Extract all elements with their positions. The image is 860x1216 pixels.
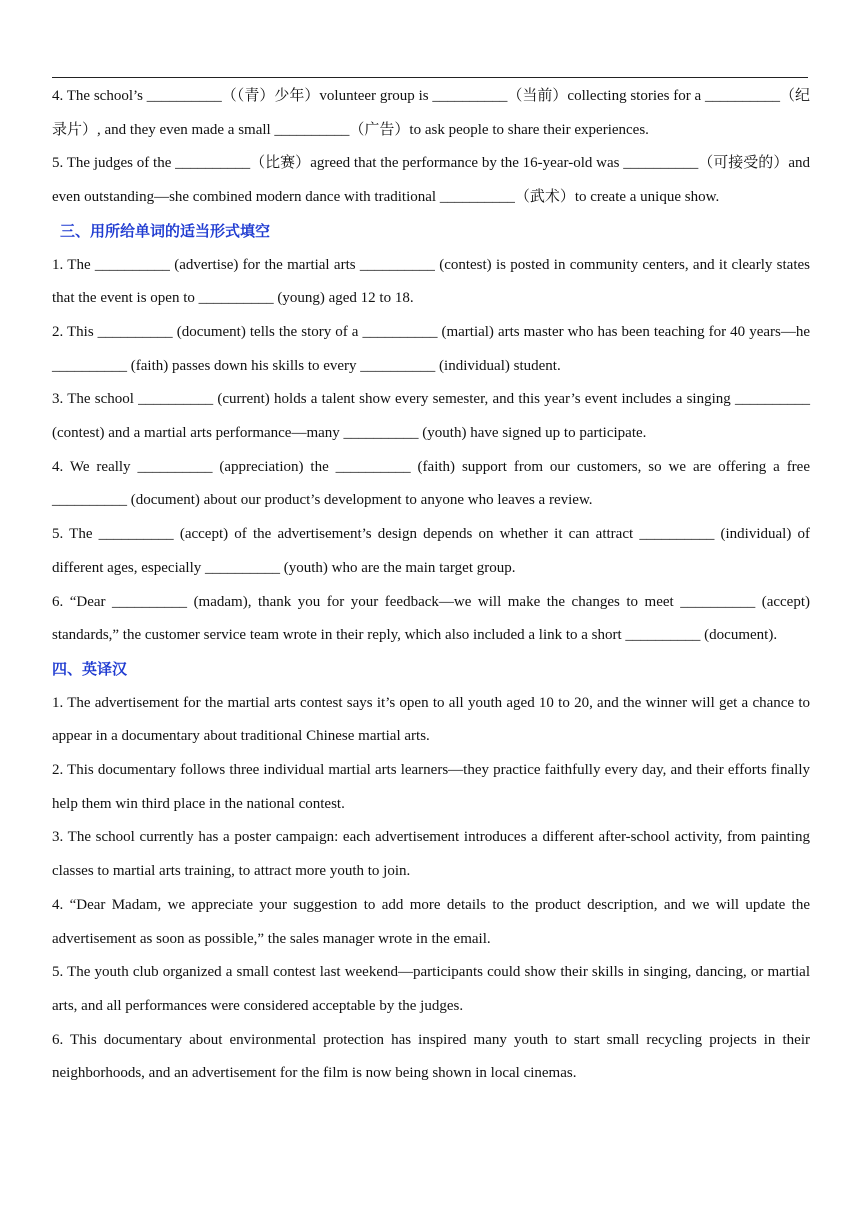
part3-item-4: 4. We really __________ (appreciation) the __________ (faith) support from our customers, so we are offering a free __________ (document) about our product’s development to anyone who leaves a review. bbox=[52, 458, 810, 509]
part4-item-3: 3. The school currently has a poster campaign: each advertisement introduces a different after-school activity, from painting classes to martial arts training, to attract more youth to join. bbox=[52, 829, 810, 880]
part3-item-5: 5. The __________ (accept) of the advertisement’s design depends on whether it can attract __________ (individual) of different ages, especially __________ (youth) who are the main target group. bbox=[52, 526, 810, 576]
part3-item-6: 6. “Dear __________ (madam), thank you for your feedback—we will make the changes to meet __________ (accept) standards,” the customer service team wrote in their reply, which also included a link to a short __________ (document). bbox=[52, 593, 810, 644]
part3-item-2: 2. This __________ (document) tells the story of a __________ (martial) arts master who has been teaching for 40 years—he __________ (faith) passes down his skills to every __________ (individual) student. bbox=[52, 323, 810, 374]
worksheet-body bbox=[52, 80, 810, 1091]
part4-item-2: 2. This documentary follows three individual martial arts learners—they practice faithfully every day, and their efforts finally help them win third place in the national contest. bbox=[52, 762, 810, 812]
header-rule bbox=[52, 77, 808, 78]
part4-item-6: 6. This documentary about environmental protection has inspired many youth to start small recycling projects in their neighborhoods, and an advertisement for the film is now being shown in local cinemas. bbox=[52, 1031, 810, 1082]
part2-item-4: 4. The school’s __________（（青）少年）volunteer group is __________（当前）collecting stories for a __________（纪录片）, and they even made a small __________（广告）to ask people to share their experiences. bbox=[52, 88, 810, 138]
section-heading-part4: 四、英译汉 bbox=[52, 659, 128, 678]
section-heading-part3: 三、用所给单词的适当形式填空 bbox=[60, 221, 271, 240]
part4-item-1: 1. The advertisement for the martial arts contest says it’s open to all youth aged 10 to 20, and the winner will get a chance to appear in a documentary about traditional Chinese martial arts. bbox=[52, 694, 810, 745]
part2-item-5: 5. The judges of the __________（比赛）agreed that the performance by the 16-year-old was __________（可接受的）and even outstanding—she combined modern dance with traditional __________（武术）to create a unique show. bbox=[52, 155, 810, 206]
part4-item-4: 4. “Dear Madam, we appreciate your suggestion to add more details to the product description, and we will update the advertisement as soon as possible,” the sales manager wrote in the email. bbox=[52, 896, 810, 947]
part3-item-3: 3. The school __________ (current) holds a talent show every semester, and this year’s event includes a singing __________ (contest) and a martial arts performance—many __________ (youth) have signed up to participate. bbox=[52, 391, 810, 442]
part4-item-5: 5. The youth club organized a small contest last weekend—participants could show their skills in singing, dancing, or martial arts, and all performances were considered acceptable by the judges. bbox=[52, 964, 810, 1014]
part3-item-1: 1. The __________ (advertise) for the martial arts __________ (contest) is posted in community centers, and it clearly states that the event is open to __________ (young) aged 12 to 18. bbox=[52, 256, 810, 307]
